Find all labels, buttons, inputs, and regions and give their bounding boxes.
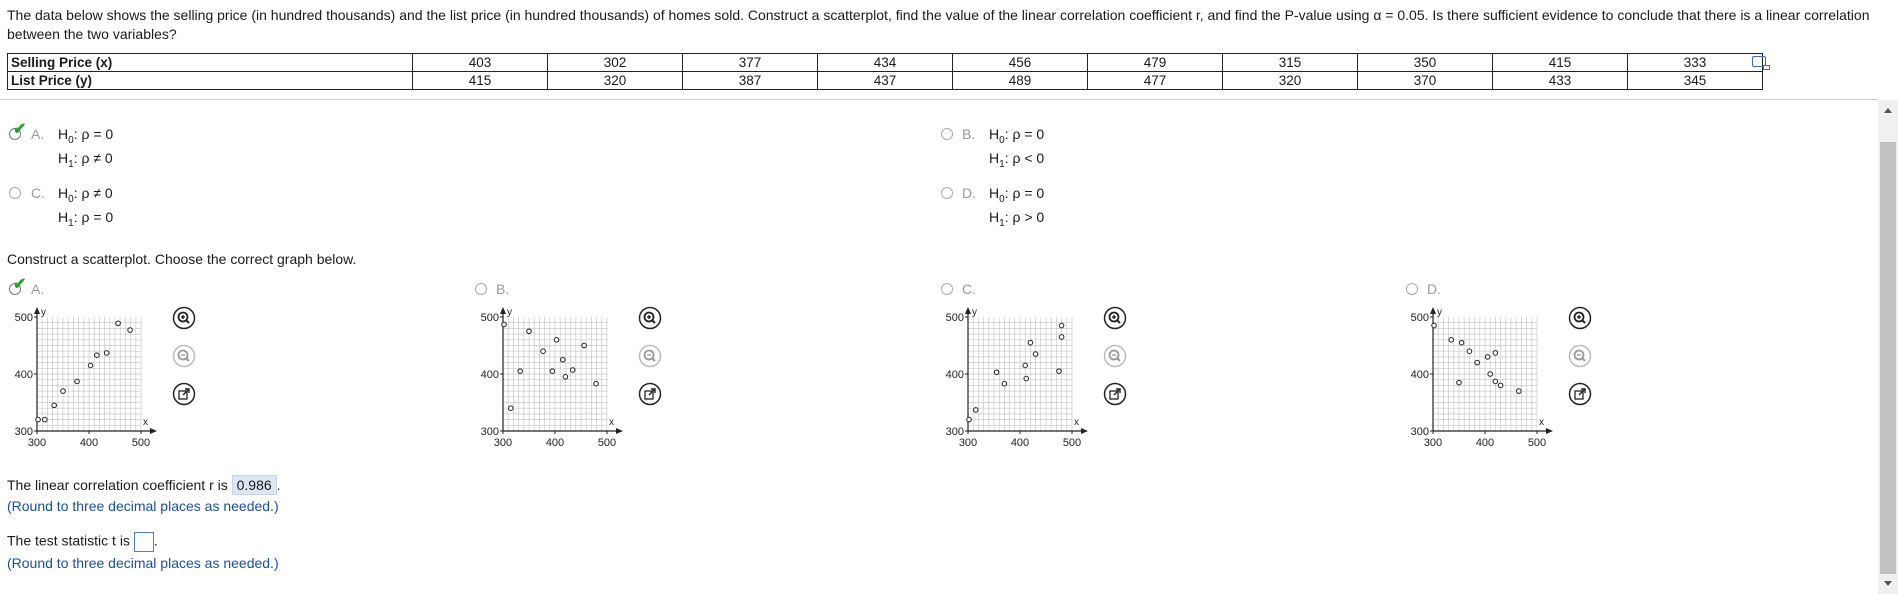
table-cell: 415 bbox=[1493, 54, 1628, 72]
vertical-scrollbar[interactable] bbox=[1878, 100, 1898, 594]
data-point bbox=[509, 406, 514, 411]
table-cell: 315 bbox=[1223, 54, 1358, 72]
zoom-out-icon[interactable] bbox=[638, 344, 662, 368]
table-cell: 302 bbox=[548, 54, 683, 72]
data-point bbox=[61, 389, 66, 394]
data-point bbox=[502, 322, 507, 327]
zoom-out-icon[interactable] bbox=[172, 344, 196, 368]
data-point bbox=[75, 379, 80, 384]
data-point bbox=[582, 343, 587, 348]
zoom-in-icon[interactable] bbox=[1103, 306, 1127, 330]
data-point bbox=[967, 417, 972, 422]
x-tick-label: 500 bbox=[1527, 437, 1547, 449]
y-axis-arrow-icon bbox=[500, 307, 506, 314]
y-tick-label: 500 bbox=[480, 312, 499, 324]
hypothesis-h1: $H_1$: ρ < 0 bbox=[989, 150, 1045, 170]
hypothesis-h1: $H_1$: ρ > 0 bbox=[989, 209, 1045, 229]
data-point bbox=[1059, 335, 1064, 340]
grid bbox=[1433, 317, 1537, 431]
data-point bbox=[554, 338, 559, 343]
grid bbox=[503, 317, 607, 431]
y-tick-label: 300 bbox=[1410, 426, 1429, 438]
data-point bbox=[974, 408, 979, 413]
data-point bbox=[550, 369, 555, 374]
y-tick-label: 400 bbox=[945, 369, 964, 381]
y-axis-label: y bbox=[1437, 307, 1442, 318]
popout-icon[interactable] bbox=[638, 382, 662, 406]
x-tick-label: 300 bbox=[1423, 437, 1443, 449]
x-axis-arrow-icon bbox=[1081, 428, 1088, 434]
scatterplot-d bbox=[1406, 305, 1576, 455]
table-cell: 370 bbox=[1358, 72, 1493, 90]
table-cell: 320 bbox=[1223, 72, 1358, 90]
table-cell: 477 bbox=[1088, 72, 1223, 90]
y-axis-arrow-icon bbox=[1430, 307, 1436, 314]
table-cell: 456 bbox=[953, 54, 1088, 72]
scroll-down-arrow-icon[interactable] bbox=[1884, 581, 1892, 586]
option-letter: B. bbox=[496, 281, 510, 297]
checkmark-icon: ✔ bbox=[13, 121, 27, 138]
x-tick-label: 500 bbox=[131, 437, 151, 449]
correlation-suffix: . bbox=[276, 477, 281, 493]
y-axis-arrow-icon bbox=[965, 307, 971, 314]
data-point bbox=[1002, 381, 1007, 386]
x-tick-label: 500 bbox=[1062, 437, 1082, 449]
option-letter: B. bbox=[962, 126, 976, 142]
y-tick-label: 500 bbox=[1410, 312, 1429, 324]
data-point bbox=[1517, 389, 1522, 394]
x-axis-label: x bbox=[1539, 417, 1544, 428]
scroll-thumb[interactable] bbox=[1880, 142, 1896, 574]
copy-table-icon[interactable] bbox=[1752, 56, 1766, 67]
data-point bbox=[1057, 369, 1062, 374]
table-cell: 437 bbox=[818, 72, 953, 90]
data-point bbox=[36, 417, 41, 422]
table-cell: 489 bbox=[953, 72, 1088, 90]
table-row-selling-price bbox=[8, 54, 1763, 72]
radio-graph-d[interactable] bbox=[1406, 283, 1418, 295]
option-letter: D. bbox=[962, 185, 976, 201]
table-cell: 377 bbox=[683, 54, 818, 72]
y-tick-label: 300 bbox=[14, 426, 33, 438]
hypothesis-h1: $H_1$: ρ ≠ 0 bbox=[58, 150, 113, 170]
data-point bbox=[994, 370, 999, 375]
checkmark-icon: ✔ bbox=[13, 276, 27, 293]
data-point bbox=[1488, 372, 1493, 377]
popout-icon[interactable] bbox=[1103, 382, 1127, 406]
data-point bbox=[1432, 323, 1437, 328]
row-label-list-price: List Price (y) bbox=[8, 72, 413, 90]
y-tick-label: 500 bbox=[14, 312, 33, 324]
data-point bbox=[1459, 340, 1464, 345]
option-letter: A. bbox=[31, 281, 45, 297]
x-tick-label: 400 bbox=[1010, 437, 1030, 449]
x-axis-label: x bbox=[609, 417, 614, 428]
grid bbox=[37, 317, 141, 431]
table-cell: 415 bbox=[413, 72, 548, 90]
x-axis-arrow-icon bbox=[150, 428, 157, 434]
table-cell: 345 bbox=[1628, 72, 1763, 90]
y-axis-arrow-icon bbox=[34, 307, 40, 314]
data-point bbox=[518, 369, 523, 374]
data-point bbox=[43, 417, 48, 422]
test-stat-note: (Round to three decimal places as needed.) bbox=[7, 555, 279, 571]
data-point bbox=[116, 321, 121, 326]
correlation-prefix: The linear correlation coefficient r is bbox=[7, 477, 228, 493]
data-point bbox=[1449, 338, 1454, 343]
radio-option-c[interactable] bbox=[9, 187, 21, 199]
x-axis-label: x bbox=[143, 417, 148, 428]
data-point bbox=[1457, 380, 1462, 385]
data-point bbox=[1467, 349, 1472, 354]
x-axis-arrow-icon bbox=[1546, 428, 1553, 434]
radio-option-b[interactable] bbox=[941, 128, 953, 140]
x-axis-arrow-icon bbox=[616, 428, 623, 434]
data-point bbox=[52, 403, 57, 408]
data-point bbox=[1028, 340, 1033, 345]
hypothesis-h0: $H_0$: ρ = 0 bbox=[989, 126, 1045, 146]
option-letter: C. bbox=[962, 281, 976, 297]
table-cell: 434 bbox=[818, 54, 953, 72]
x-tick-label: 400 bbox=[1475, 437, 1495, 449]
option-letter: C. bbox=[31, 185, 45, 201]
data-point bbox=[95, 353, 100, 358]
test-stat-suffix: . bbox=[153, 532, 158, 549]
data-point bbox=[541, 349, 546, 354]
data-point bbox=[128, 328, 133, 333]
x-tick-label: 400 bbox=[545, 437, 565, 449]
data-point bbox=[1493, 351, 1498, 356]
x-tick-label: 300 bbox=[27, 437, 47, 449]
data-point bbox=[594, 381, 599, 386]
hypothesis-h0: $H_0$: ρ = 0 bbox=[989, 185, 1045, 205]
table-cell: 333 bbox=[1628, 54, 1763, 72]
option-letter: A. bbox=[31, 126, 45, 142]
zoom-out-icon[interactable] bbox=[1568, 344, 1592, 368]
popout-icon[interactable] bbox=[1568, 382, 1592, 406]
scatterplot-b bbox=[476, 305, 646, 455]
data-point bbox=[1059, 323, 1064, 328]
data-point bbox=[563, 375, 568, 380]
row-label-selling-price: Selling Price (x) bbox=[8, 54, 413, 72]
radio-option-d[interactable] bbox=[941, 187, 953, 199]
table-cell: 403 bbox=[413, 54, 548, 72]
x-tick-label: 500 bbox=[597, 437, 617, 449]
correlation-line bbox=[7, 475, 281, 495]
zoom-in-icon[interactable] bbox=[172, 306, 196, 330]
test-stat-line bbox=[7, 532, 158, 552]
x-axis-label: x bbox=[1074, 417, 1079, 428]
data-table bbox=[7, 53, 1763, 90]
data-point bbox=[1485, 355, 1490, 360]
data-point bbox=[1493, 379, 1498, 384]
y-tick-label: 300 bbox=[945, 426, 964, 438]
table-cell: 479 bbox=[1088, 54, 1223, 72]
correlation-answer[interactable]: 0.986 bbox=[232, 475, 277, 495]
data-point bbox=[1475, 360, 1480, 365]
hypothesis-h0: $H_0$: ρ ≠ 0 bbox=[58, 185, 113, 205]
zoom-in-icon[interactable] bbox=[1568, 306, 1592, 330]
scatter-prompt: Construct a scatterplot. Choose the correct graph below. bbox=[7, 251, 357, 267]
table-cell: 320 bbox=[548, 72, 683, 90]
data-point bbox=[1024, 376, 1029, 381]
zoom-in-icon[interactable] bbox=[638, 306, 662, 330]
data-point bbox=[1033, 352, 1038, 357]
table-cell: 433 bbox=[1493, 72, 1628, 90]
test-stat-input[interactable] bbox=[134, 532, 154, 552]
correlation-note: (Round to three decimal places as needed.) bbox=[7, 498, 279, 514]
data-point bbox=[104, 351, 109, 356]
hypothesis-h0: $H_0$: ρ = 0 bbox=[58, 126, 114, 146]
test-stat-prefix: The test statistic t is bbox=[7, 532, 130, 549]
y-axis-label: y bbox=[972, 307, 977, 318]
y-tick-label: 400 bbox=[14, 369, 33, 381]
data-point bbox=[88, 363, 93, 368]
popout-icon[interactable] bbox=[172, 382, 196, 406]
data-point bbox=[570, 368, 575, 373]
question-text: The data below shows the selling price (in hundred thousands) and the list price (in hundred thousands) of homes sold. Construct a scatterplot, find the value of the linear correlation coefficient r, and find the P-value using α = 0.05. Is there sufficient evidence to conclude that there is a linear correlation between the two variables? bbox=[7, 7, 1870, 42]
y-tick-label: 300 bbox=[480, 426, 499, 438]
table-cell: 387 bbox=[683, 72, 818, 90]
data-point bbox=[1498, 383, 1503, 388]
radio-graph-c[interactable] bbox=[941, 283, 953, 295]
zoom-out-icon[interactable] bbox=[1103, 344, 1127, 368]
x-tick-label: 400 bbox=[79, 437, 99, 449]
y-tick-label: 400 bbox=[1410, 369, 1429, 381]
option-letter: D. bbox=[1427, 281, 1441, 297]
y-axis-label: y bbox=[41, 307, 46, 318]
radio-graph-b[interactable] bbox=[475, 283, 487, 295]
y-tick-label: 400 bbox=[480, 369, 499, 381]
x-tick-label: 300 bbox=[958, 437, 978, 449]
x-tick-label: 300 bbox=[493, 437, 513, 449]
data-point bbox=[527, 329, 532, 334]
table-cell: 350 bbox=[1358, 54, 1493, 72]
scatterplot-c bbox=[941, 305, 1111, 455]
y-tick-label: 500 bbox=[945, 312, 964, 324]
y-axis-label: y bbox=[507, 307, 512, 318]
grid bbox=[968, 317, 1072, 431]
scroll-up-arrow-icon[interactable] bbox=[1884, 108, 1892, 113]
hypothesis-h1: $H_1$: ρ = 0 bbox=[58, 209, 114, 229]
answer-area bbox=[0, 100, 1878, 594]
data-point bbox=[561, 357, 566, 362]
table-row-list-price bbox=[8, 72, 1763, 90]
scatterplot-a bbox=[10, 305, 180, 455]
data-point bbox=[1023, 363, 1028, 368]
